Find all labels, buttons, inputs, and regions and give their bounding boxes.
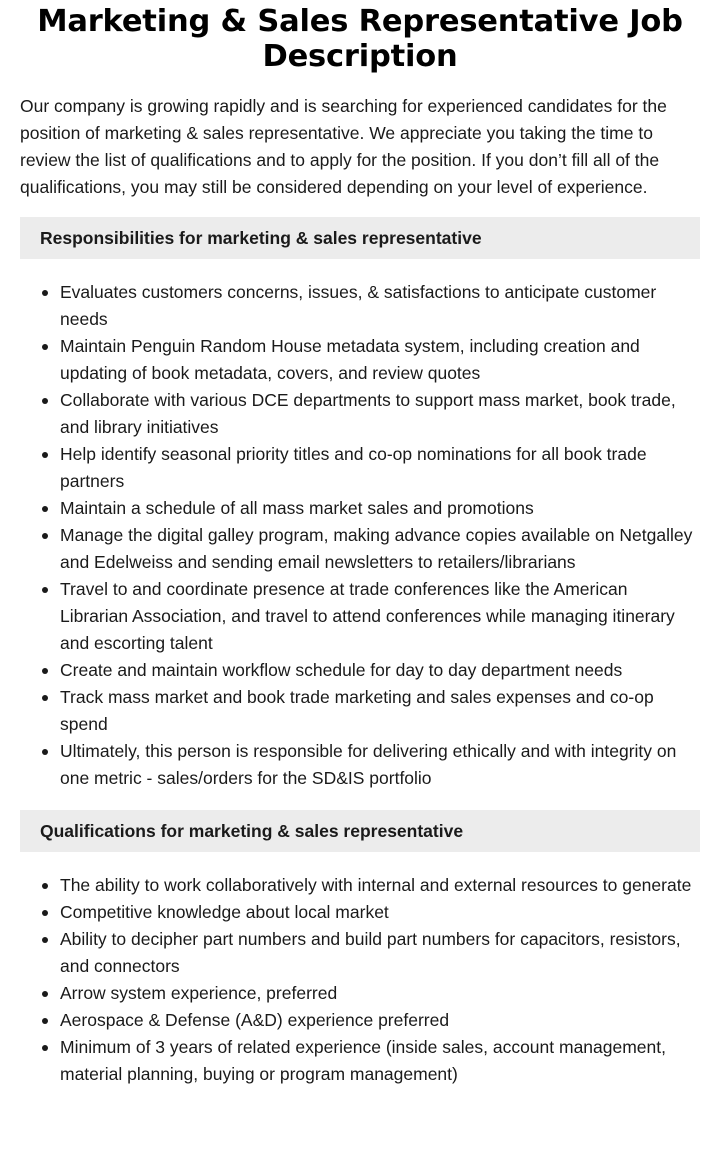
qualifications-list: [20, 872, 700, 1088]
list-item: Ability to decipher part numbers and build part numbers for capacitors, resistors, and connectors: [60, 926, 700, 980]
list-item: Minimum of 3 years of related experience (inside sales, account management, material planning, buying or program management): [60, 1034, 700, 1088]
list-item: Evaluates customers concerns, issues, & satisfactions to anticipate customer needs: [60, 279, 700, 333]
list-item: Competitive knowledge about local market: [60, 899, 700, 926]
list-item: Maintain Penguin Random House metadata system, including creation and updating of book metadata, covers, and review quotes: [60, 333, 700, 387]
list-item: Ultimately, this person is responsible for delivering ethically and with integrity on one metric - sales/orders for the SD&IS portfolio: [60, 738, 700, 792]
list-item: Arrow system experience, preferred: [60, 980, 700, 1007]
qualifications-heading: Qualifications for marketing & sales representative: [20, 810, 700, 852]
responsibilities-list: [20, 279, 700, 792]
list-item: Travel to and coordinate presence at trade conferences like the American Librarian Association, and travel to attend conferences while managing itinerary and escorting talent: [60, 576, 700, 657]
list-item: Maintain a schedule of all mass market sales and promotions: [60, 495, 700, 522]
list-item: Collaborate with various DCE departments to support mass market, book trade, and library initiatives: [60, 387, 700, 441]
list-item: Aerospace & Defense (A&D) experience preferred: [60, 1007, 700, 1034]
page-title: Marketing & Sales Representative Job Description: [37, 4, 683, 74]
intro-paragraph: Our company is growing rapidly and is searching for experienced candidates for the position of marketing & sales representative. We appreciate you taking the time to review the list of qualifications and to apply for the position. If you don’t fill all of the qualifications, you may still be considered depending on your level of experience.: [20, 96, 667, 197]
list-item: Track mass market and book trade marketing and sales expenses and co-op spend: [60, 684, 700, 738]
list-item: Manage the digital galley program, making advance copies available on Netgalley and Edelweiss and sending email newsletters to retailers/librarians: [60, 522, 700, 576]
list-item: The ability to work collaboratively with internal and external resources to generate: [60, 872, 700, 899]
list-item: Create and maintain workflow schedule for day to day department needs: [60, 657, 700, 684]
list-item: Help identify seasonal priority titles and co-op nominations for all book trade partners: [60, 441, 700, 495]
responsibilities-heading: Responsibilities for marketing & sales representative: [20, 217, 700, 259]
